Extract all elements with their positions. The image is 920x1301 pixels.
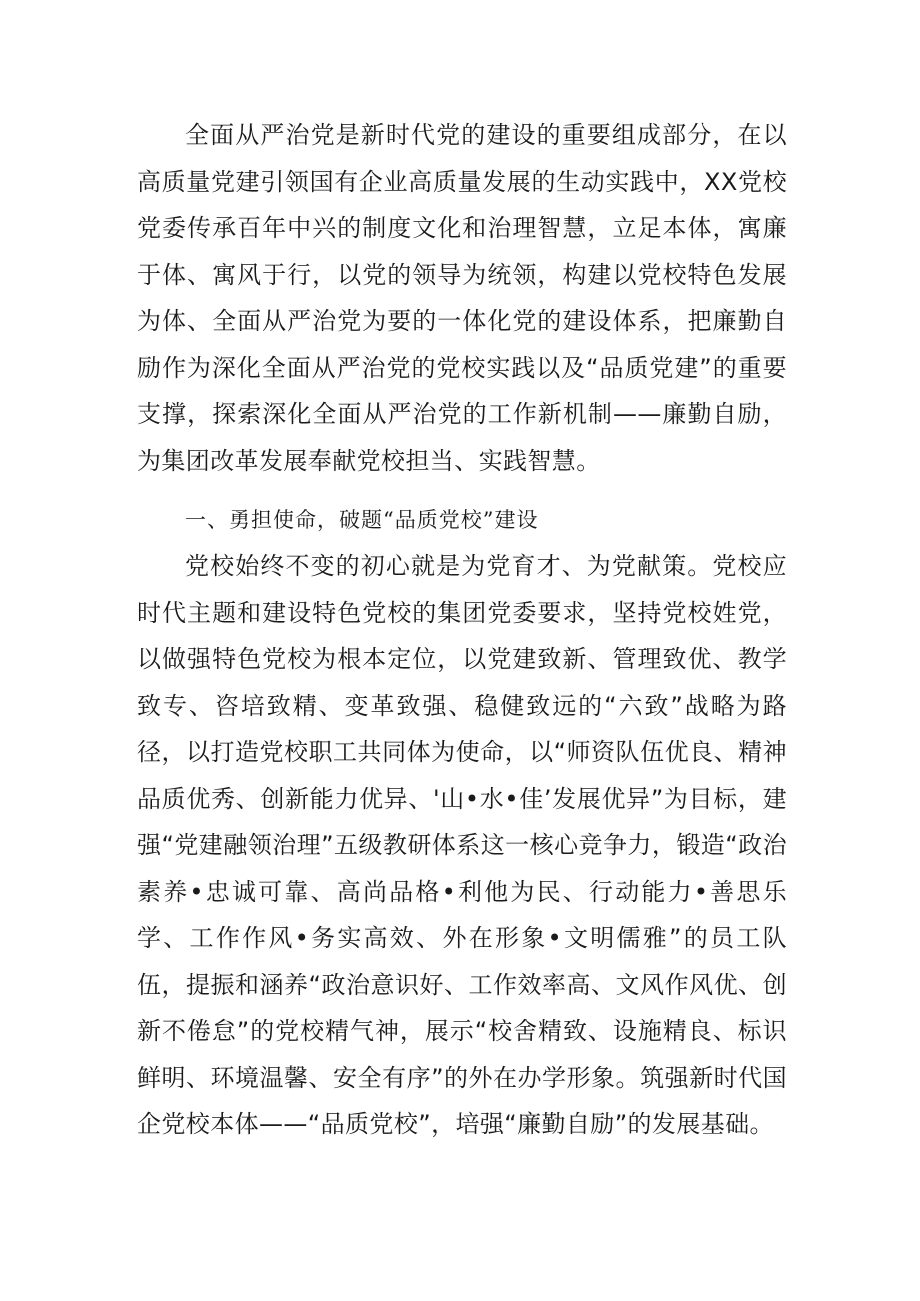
section-paragraph: 党校始终不变的初心就是为党育才、为党献策。党校应时代主题和建设特色党校的集团党委要求，坚持党校姓党，以做强特色党校为根本定位，以党建致新、管理致优、教学致专、咨培致精、变革致强、稳健致远的“六致”战略为路径，以打造党校职工共同体为使命，以“师资队伍优良、精神品质优秀、创新能力优异、'山•水•佳’发展优异”为目标，建强“党建融领治理”五级教研体系这一核心竞争力，锻造“政治素养•忠诚可靠、高尚品格•利他为民、行动能力•善思乐学、工作作风•务实高效、外在形象•文明儒雅”的员工队伍，提振和涵养“政治意识好、工作效率高、文风作风优、创新不倦怠”的党校精气神，展示“校舍精致、设施精良、标识鲜明、环境温馨、安全有序”的外在办学形象。筑强新时代国企党校本体——“品质党校”，培强“廉勤自励”的发展基础。 xyxy=(137,552,787,1138)
section-heading: 一、勇担使命，破题“品质党校”建设 xyxy=(185,508,539,532)
intro-paragraph: 全面从严治党是新时代党的建设的重要组成部分，在以高质量党建引领国有企业高质量发展的生动实践中，XX党校党委传承百年中兴的制度文化和治理智慧，立足本体，寓廉于体、寓风于行，以党的领导为统领，构建以党校特色发展为体、全面从严治党为要的一体化党的建设体系，把廉勤自励作为深化全面从严治党的党校实践以及“品质党建”的重要支撑，探索深化全面从严治党的工作新机制——廉勤自励，为集团改革发展奉献党校担当、实践智慧。 xyxy=(137,121,787,475)
